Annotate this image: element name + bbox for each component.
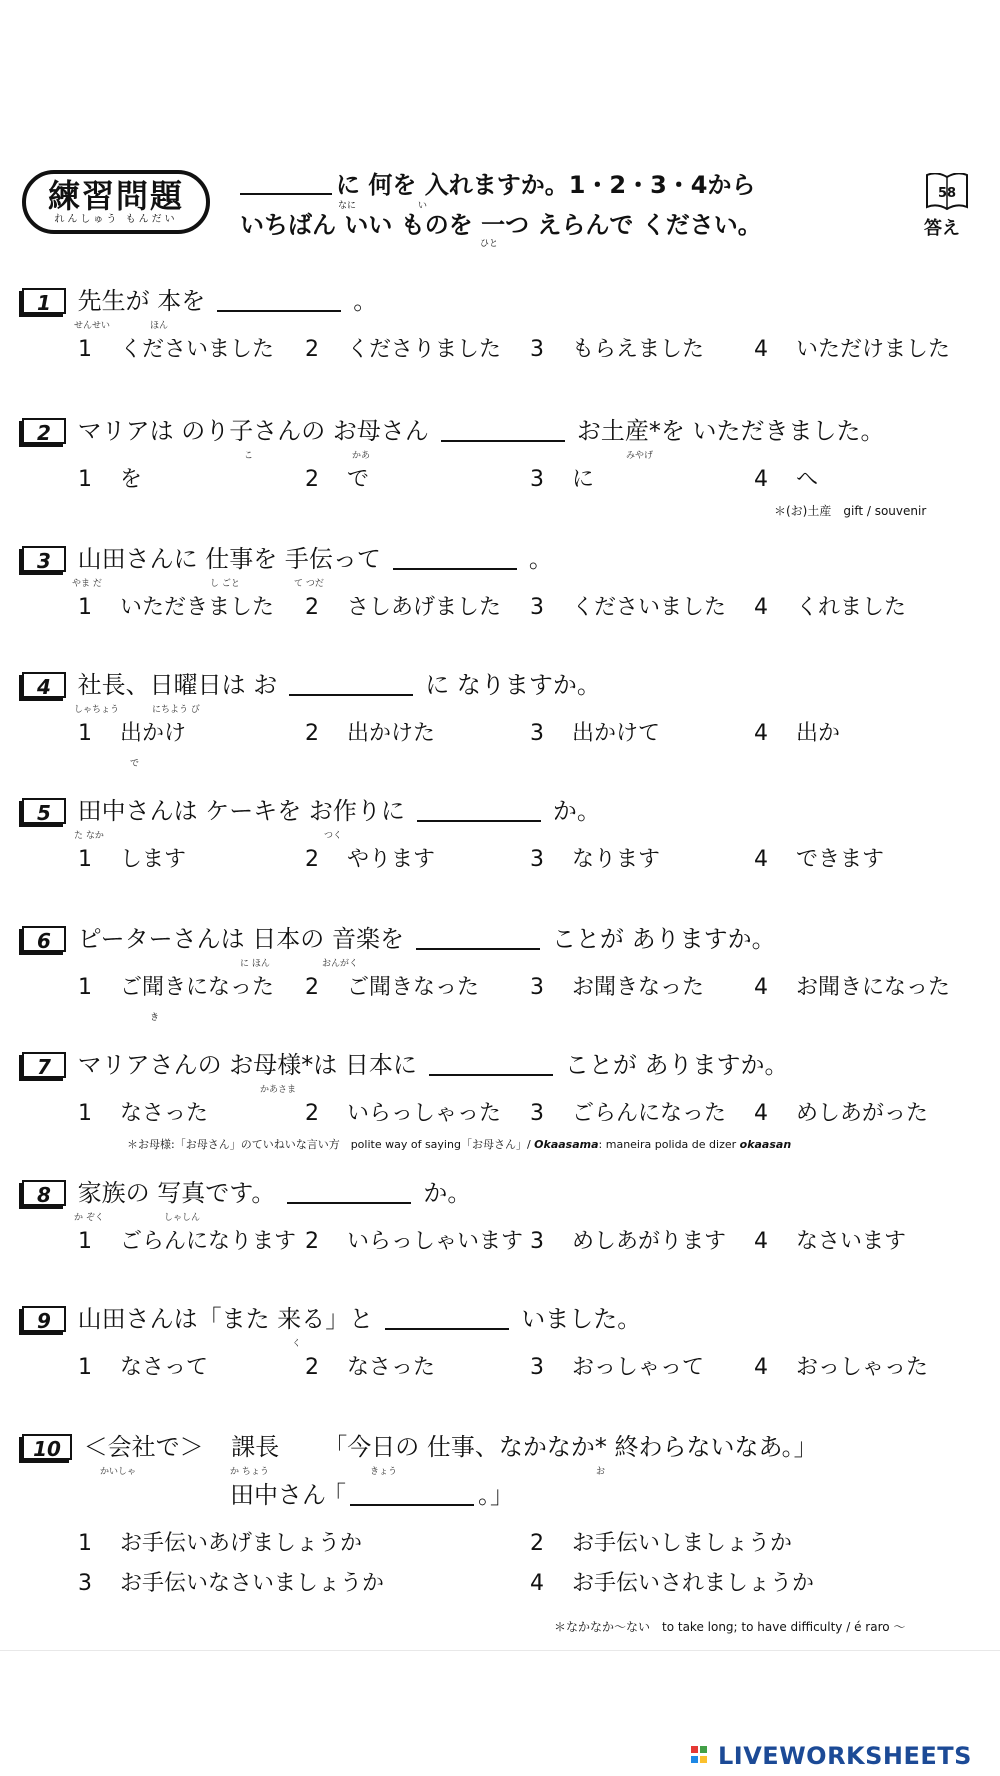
- question-number: 10: [22, 1434, 72, 1460]
- question-line: [22, 1046, 982, 1082]
- choice[interactable]: 4 お手伝いされましょうか: [530, 1571, 815, 1596]
- choice[interactable]: 2 やります: [305, 847, 436, 872]
- ruby: かいしゃ: [100, 1467, 137, 1477]
- choice[interactable]: 3 お聞きなった: [530, 975, 705, 1000]
- ruby: しゃしん: [164, 1213, 201, 1223]
- question-8: [22, 1174, 982, 1262]
- question-number: 1: [22, 288, 66, 314]
- ruby: た なか: [74, 831, 104, 841]
- question-number: 4: [22, 672, 66, 698]
- speaker-label: 課長: [231, 1433, 280, 1461]
- question-text-after: いました。: [521, 1305, 642, 1333]
- ruby-line: [22, 1210, 982, 1222]
- choice[interactable]: 2 で: [305, 467, 370, 492]
- question-text-before: マリアさんの お母様*は 日本に: [77, 1051, 417, 1079]
- question-text-before: マリアは のり子さんの お母さん: [77, 417, 429, 445]
- choice[interactable]: 1 出かけ: [78, 721, 187, 746]
- ruby: かあ: [352, 451, 371, 461]
- choice-ruby: き: [150, 1013, 160, 1023]
- choices: [22, 330, 982, 370]
- choices: [22, 460, 982, 500]
- choice[interactable]: 1 ご聞きになった: [78, 975, 275, 1000]
- answer-blank[interactable]: [393, 548, 517, 570]
- ruby-line: [22, 702, 982, 714]
- choices-row-2: [22, 1564, 982, 1604]
- choice[interactable]: 2 いらっしゃった: [305, 1101, 502, 1126]
- choice[interactable]: 1 お手伝いあげましょうか: [78, 1531, 363, 1556]
- answer-blank[interactable]: [416, 928, 540, 950]
- choice[interactable]: 4 お聞きになった: [754, 975, 951, 1000]
- ruby: きょう: [370, 1467, 398, 1477]
- exercise-badge: [22, 170, 210, 234]
- question-number: 9: [22, 1306, 66, 1332]
- choices-row-1: [22, 1524, 982, 1564]
- question-text-after: か。: [552, 797, 601, 825]
- question-text-after: 。: [353, 287, 378, 315]
- ruby: やま だ: [72, 579, 102, 589]
- ruby-nani: なに: [338, 201, 357, 211]
- question-text-before: 山田さんは「また 来る」と: [77, 1305, 374, 1333]
- ruby: ほん: [150, 321, 169, 331]
- question-text-after: か。: [423, 1179, 472, 1207]
- choice[interactable]: 4 できます: [754, 847, 885, 872]
- question-text-after: ことが ありますか。: [564, 1051, 789, 1079]
- ruby-line: [22, 448, 982, 460]
- page-badge-number: 58: [937, 186, 957, 201]
- ruby: く: [292, 1339, 302, 1349]
- choice[interactable]: 3 くださいました: [530, 595, 727, 620]
- choices: [22, 588, 982, 628]
- answer-blank[interactable]: [385, 1308, 509, 1330]
- choice[interactable]: 3 もらえました: [530, 337, 705, 362]
- ruby-line: [22, 1082, 982, 1094]
- choice[interactable]: 1 いただきました: [78, 595, 275, 620]
- answer-blank[interactable]: [417, 800, 541, 822]
- choice[interactable]: 4 めしあがった: [754, 1101, 929, 1126]
- question-line: [22, 282, 982, 318]
- instruction-text-1: に 何を 入れますか。1・2・3・4から: [336, 171, 756, 199]
- footnote: ＊(お)土産 gift / souvenir: [774, 504, 927, 518]
- choice[interactable]: 3 ごらんになった: [530, 1101, 727, 1126]
- answer-blank[interactable]: [289, 674, 413, 696]
- question-7: [22, 1046, 982, 1151]
- footnote: ＊お母様:「お母さん」のていねいな言い方 polite way of saying「お母さん」/ Okaasama: maneira polida de dizer okaasan: [127, 1138, 792, 1151]
- answer-blank[interactable]: [350, 1484, 474, 1506]
- ruby: おんがく: [322, 959, 359, 969]
- question-3: [22, 540, 982, 628]
- liveworksheets-logo-text: LIVEWORKSHEETS: [718, 1742, 972, 1770]
- choices: [22, 968, 982, 1023]
- choice[interactable]: 3 に: [530, 467, 595, 492]
- question-number: 2: [22, 418, 66, 444]
- ruby-line: [22, 576, 982, 588]
- choice[interactable]: 2 いらっしゃいます: [305, 1229, 524, 1254]
- choice[interactable]: 2 出かけた: [305, 721, 436, 746]
- choice[interactable]: 4 おっしゃった: [754, 1355, 929, 1380]
- choice[interactable]: 2 くださりました: [305, 337, 502, 362]
- choice[interactable]: 1 します: [78, 847, 187, 872]
- reply-line: 田中さん「 。」: [22, 1476, 982, 1512]
- question-line: [22, 540, 982, 576]
- question-2: [22, 412, 982, 518]
- instruction-line-2: いちばん いい ものを 一つ えらんで ください。: [240, 211, 762, 239]
- choice[interactable]: 4 いただけました: [754, 337, 951, 362]
- badge-ruby: れんしゅう もんだい: [54, 214, 178, 225]
- choice[interactable]: 3 お手伝いなさいましょうか: [78, 1571, 385, 1596]
- ruby-line: [22, 1336, 982, 1348]
- question-line: [22, 792, 982, 828]
- choices: [22, 1222, 982, 1262]
- ruby: か ちょう: [230, 1467, 269, 1477]
- question-text-after: お土産*を いただきました。: [576, 417, 885, 445]
- reply-speaker: 田中さん: [230, 1481, 326, 1509]
- question-6: [22, 920, 982, 1023]
- choice[interactable]: 4 出か: [754, 721, 841, 746]
- question-text-after: ことが ありますか。: [551, 925, 776, 953]
- book-icon: [925, 173, 969, 213]
- question-number: 7: [22, 1052, 66, 1078]
- choice[interactable]: 3 なります: [530, 847, 661, 872]
- answer-blank[interactable]: [441, 420, 565, 442]
- liveworksheets-logo-icon: [690, 1744, 718, 1768]
- choice[interactable]: 2 さしあげました: [305, 595, 502, 620]
- question-line: [22, 1300, 982, 1336]
- question-text-before: 田中さんは ケーキを お作りに: [77, 797, 405, 825]
- ruby-hito: ひと: [480, 239, 499, 249]
- answer-blank[interactable]: [429, 1054, 553, 1076]
- choice[interactable]: 3 出かけて: [530, 721, 661, 746]
- ruby: かあさま: [260, 1085, 297, 1095]
- choice[interactable]: 4 くれました: [754, 595, 907, 620]
- answer-blank[interactable]: [217, 290, 341, 312]
- ruby-line: [22, 318, 982, 330]
- choice-ruby: で: [130, 759, 140, 769]
- choice[interactable]: 1 を: [78, 467, 143, 492]
- instruction-line-1: [240, 170, 756, 200]
- choice[interactable]: 4 なさいます: [754, 1229, 907, 1254]
- question-line: [22, 666, 982, 702]
- question-text-after: 。: [528, 545, 553, 573]
- question-text-before: ピーターさんは 日本の 音楽を: [77, 925, 404, 953]
- instruction-blank: [240, 171, 332, 195]
- scene-label: ＜会社で＞: [83, 1433, 204, 1461]
- ruby-i: い: [418, 201, 428, 211]
- question-number: 6: [22, 926, 66, 952]
- ruby: せんせい: [74, 321, 111, 331]
- choice[interactable]: 3 めしあがります: [530, 1229, 727, 1254]
- choices: [22, 1348, 982, 1388]
- speech-text: 「今日の 仕事、なかなか* 終わらないなあ。」: [323, 1433, 818, 1461]
- question-4: [22, 666, 982, 769]
- ruby: て つだ: [294, 579, 324, 589]
- answer-label: 答え: [924, 218, 960, 239]
- question-5: [22, 792, 982, 880]
- choice[interactable]: 1 ごらんになります: [78, 1229, 297, 1254]
- question-text-before: 家族の 写真です。: [77, 1179, 276, 1207]
- choice[interactable]: 1 なさって: [78, 1355, 209, 1380]
- question-number: 8: [22, 1180, 66, 1206]
- question-text-before: 社長、日曜日は お: [77, 671, 278, 699]
- question-line: [22, 412, 982, 448]
- choices: [22, 840, 982, 880]
- liveworksheets-logo: [690, 1742, 972, 1770]
- choice[interactable]: 2 お手伝いしましょうか: [530, 1531, 793, 1556]
- choices: [22, 1094, 982, 1134]
- footnote: ＊なかなか～ない to take long; to have difficulty / é raro ～: [554, 1620, 906, 1634]
- question-line: [22, 920, 982, 956]
- question-text-before: 山田さんに 仕事を 手伝って: [77, 545, 381, 573]
- question-line: [22, 1174, 982, 1210]
- choices: [22, 714, 982, 769]
- choice[interactable]: 1 なさった: [78, 1101, 209, 1126]
- choice[interactable]: 4 へ: [754, 467, 819, 492]
- page-bottom-rule: [0, 1650, 1000, 1651]
- question-number: 5: [22, 798, 66, 824]
- ruby: か ぞく: [74, 1213, 104, 1223]
- question-text-after: に なりますか。: [425, 671, 601, 699]
- ruby: しゃちょう: [74, 705, 120, 715]
- choice[interactable]: 2 なさった: [305, 1355, 436, 1380]
- question-text-before: 先生が 本を: [77, 287, 206, 315]
- ruby: つく: [324, 831, 343, 841]
- ruby-line: [22, 1464, 982, 1476]
- ruby: に ほん: [240, 959, 270, 969]
- choice[interactable]: 3 おっしゃって: [530, 1355, 705, 1380]
- ruby: お: [596, 1467, 606, 1477]
- answer-blank[interactable]: [287, 1182, 411, 1204]
- badge-title: 練習問題: [47, 177, 184, 215]
- ruby: にちよう び: [152, 705, 200, 715]
- choice[interactable]: 1 くださいました: [78, 337, 275, 362]
- question-1: [22, 282, 982, 370]
- ruby: こ: [244, 451, 254, 461]
- ruby-line: [22, 956, 982, 968]
- question-line: [22, 1428, 982, 1464]
- question-10: [22, 1428, 982, 1634]
- ruby-line: [22, 828, 982, 840]
- choice[interactable]: 2 ご聞きなった: [305, 975, 480, 1000]
- question-number: 3: [22, 546, 66, 572]
- ruby: し ごと: [210, 579, 240, 589]
- question-9: [22, 1300, 982, 1388]
- ruby: みやげ: [626, 451, 654, 461]
